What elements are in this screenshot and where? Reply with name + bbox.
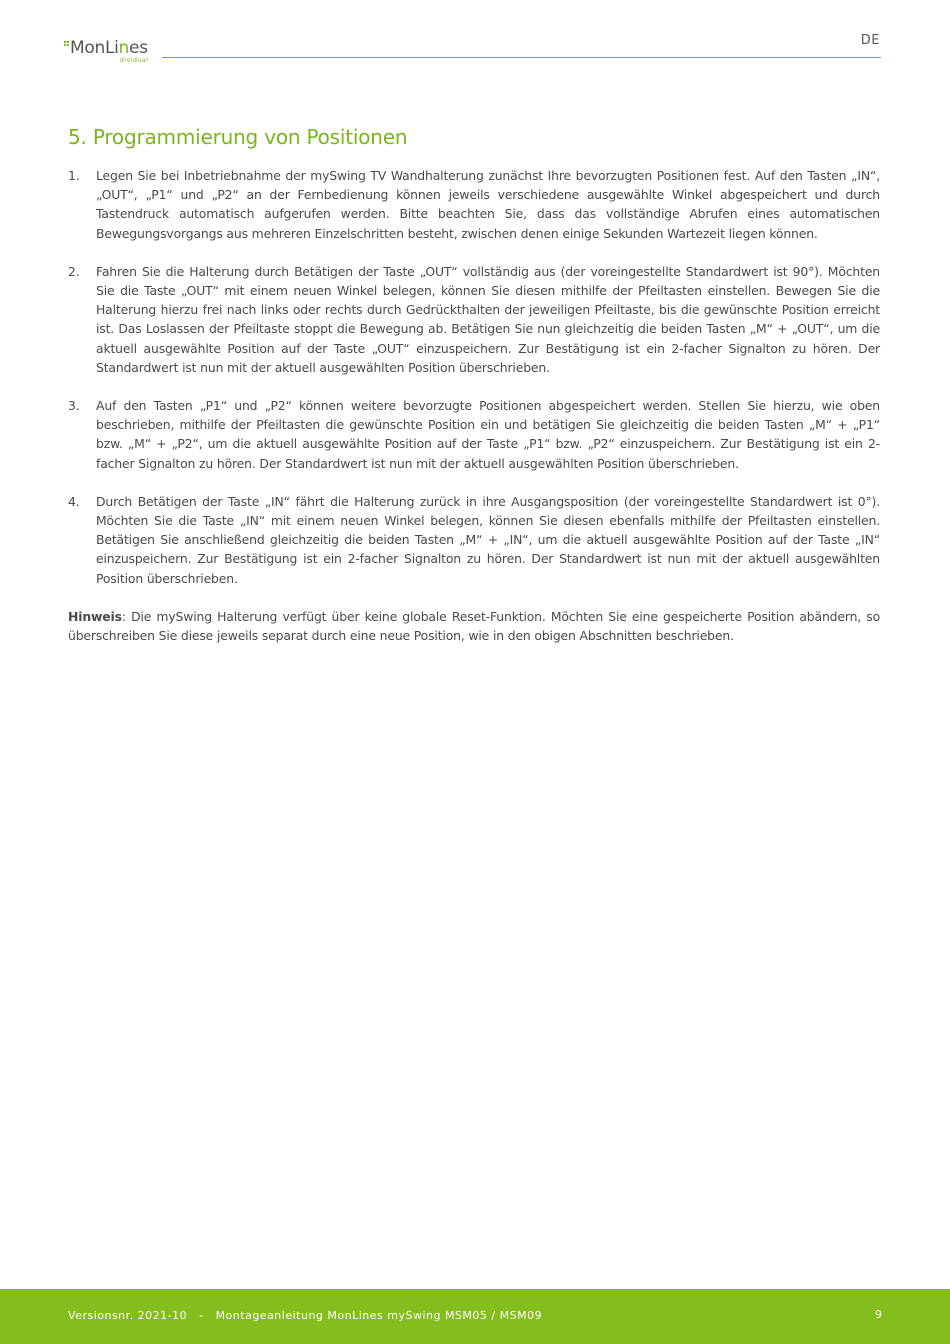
list-item-text: Legen Sie bei Inbetriebnahme der mySwing TV Wandhalterung zunächst Ihre bevorzugten Positionen fest. Auf den Tasten „IN“, „OUT“, „P1“ und „P2“ an der Fernbedienung können jeweils verschiedene ausgewählte Winkel abgespeichert und durch Tastendruck automatisch aufgerufen werden. Bitte beachten Sie, dass das vollständige Abrufen eines automatischen Bewegungsvorgangs aus mehreren Einzelschritten besteht, zwischen denen einige Sekunden Wartezeit liegen können. (96, 168, 880, 241)
note-paragraph (68, 607, 880, 645)
list-item-text: Fahren Sie die Halterung durch Betätigen der Taste „OUT“ vollständig aus (der voreingestellte Standardwert ist 90°). Möchten Sie die Taste „OUT“ mit einem neuen Winkel belegen, können Sie diesen mithilfe der Pfeiltasten einstellen. Bewegen Sie die Halterung hierzu frei nach links oder rechts durch Gedrückthalten der jeweiligen Pfeiltaste, bis die gewünschte Position erreicht ist. Das Loslassen der Pfeiltaste stoppt die Bewegung ab. Betätigen Sie nun gleichzeitig die beiden Tasten „M“ + „OUT“, um die aktuell ausgewählte Position auf der Taste „OUT“ einzuspeichern. Zur Bestätigung ist ein 2-facher Signalton zu hören. Der Standardwert ist nun mit der aktuell ausgewählten Position überschrieben. (96, 263, 880, 375)
list-item-number: 3. (68, 398, 80, 414)
list-item-text: Auf den Tasten „P1“ und „P2“ können weitere bevorzugte Positionen abgespeichert werden. Stellen Sie hierzu, wie oben beschrieben, mithilfe der Pfeiltasten die gewünschte Position ein und betätigen Sie gleichzeitig die beiden Tasten „M“ + „P1“ bzw. „M“ + „P2“, um die aktuell ausgewählte Position auf der Taste „P1“ bzw. „P2“ einzuspeichern. Zur Bestätigung ist ein 2-facher Signalton zu hören. Der Standardwert ist nun mit der aktuell ausgewählten Position überschrieben. (96, 398, 880, 471)
section-title: 5. Programmierung von Positionen (68, 125, 408, 149)
list-item-text: Durch Betätigen der Taste „IN“ fährt die Halterung zurück in ihre Ausgangsposition (der voreingestellte Standardwert ist 0°). Möchten Sie die Taste „IN“ mit einem neuen Winkel belegen, können Sie diesen ebenfalls mithilfe der Pfeiltasten einstellen. Betätigen Sie anschließend gleichzeitig die beiden Tasten „M“ + „IN“, um die aktuell ausgewählte Position auf der Taste „IN“ einzuspeichern. Zur Bestätigung ist ein 2-facher Signalton zu hören. Der Standardwert ist nun mit der aktuell ausgewählten Position überschrieben. (96, 493, 880, 586)
note-text: : Die mySwing Halterung verfügt über keine globale Reset-Funktion. Möchten Sie eine gespeicherte Position abändern, so überschreiben Sie diese jeweils separat durch eine neue Position, wie in den obigen Abschnitten beschrieben. (68, 608, 880, 644)
logo-tagline: dividual (120, 57, 149, 64)
page-footer (0, 1289, 950, 1344)
list-item (68, 396, 880, 473)
page-number: 9 (875, 1308, 882, 1321)
list-item (68, 166, 880, 243)
monlines-logo (64, 38, 164, 64)
list-item (68, 262, 880, 377)
list-item-number: 2. (68, 263, 80, 279)
list-item-number: 1. (68, 168, 80, 183)
note-label: Hinweis (68, 608, 122, 624)
page-header (0, 0, 950, 70)
language-indicator: DE (860, 33, 880, 48)
main-content (68, 120, 880, 658)
footer-version-text: Versionsnr. 2021-10 - Montageanleitung MonLines mySwing MSM05 / MSM09 (68, 1309, 543, 1322)
logo-wordmark: MonLines (70, 38, 148, 58)
steps-list (68, 166, 880, 588)
list-item-number: 4. (68, 493, 80, 509)
header-divider (162, 57, 881, 58)
list-item (68, 492, 880, 588)
